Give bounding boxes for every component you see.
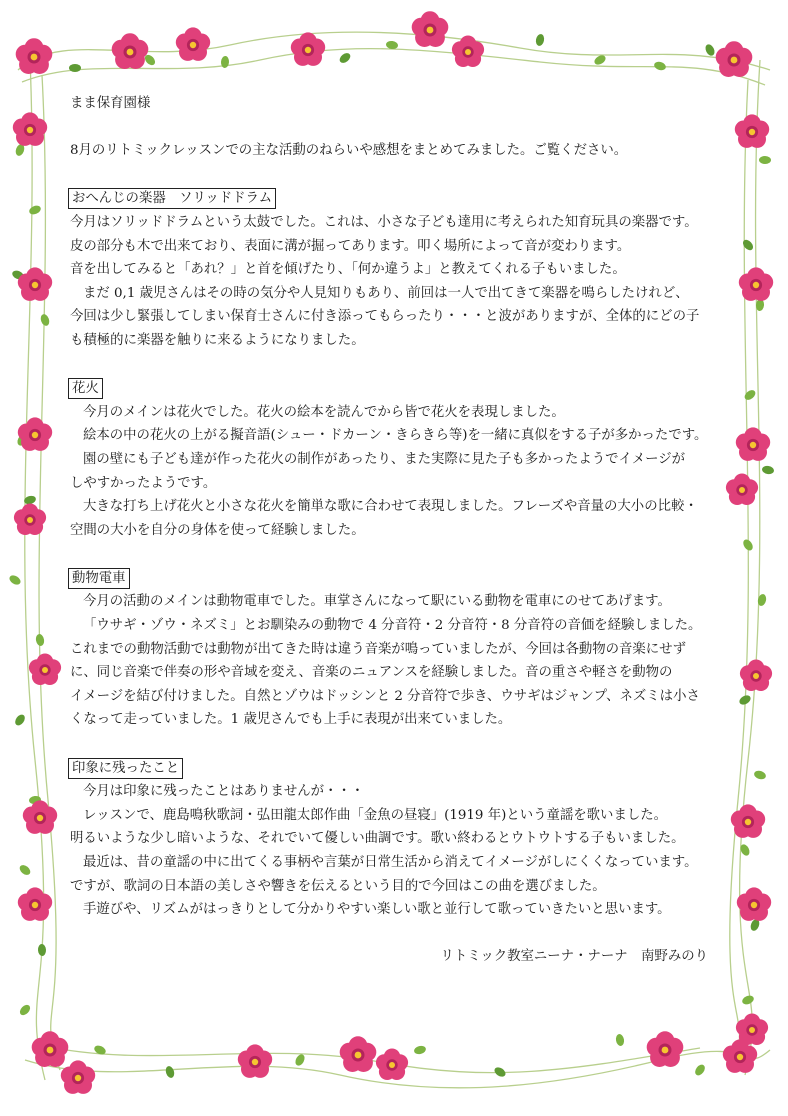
flower <box>18 887 52 920</box>
section-fireworks <box>70 376 720 542</box>
leaf <box>741 994 755 1006</box>
flower <box>736 1014 768 1045</box>
flower <box>647 1031 684 1067</box>
section-impressions <box>70 756 720 922</box>
flower <box>735 114 769 148</box>
flower <box>18 417 52 451</box>
flower <box>16 38 53 74</box>
leaf <box>35 633 45 646</box>
paragraph-line: レッスンで、鹿島鳴秋歌詞・弘田龍太郎作曲「金魚の昼寝」(1919 年)という童謡を歌いました。 <box>83 807 668 823</box>
flower <box>238 1044 272 1078</box>
section-animal-train <box>70 566 720 732</box>
greeting: まま保育園様 <box>70 96 151 111</box>
leaf <box>18 1003 32 1017</box>
flower <box>176 27 210 61</box>
leaf <box>493 1065 507 1078</box>
leaf <box>39 313 50 327</box>
leaf <box>38 944 47 956</box>
section-heading: 動物電車 <box>68 568 130 589</box>
paragraph-line: これまでの動物活動では動物が出てきた時は違う音楽が鳴っていましたが、今回は各動物の音楽にせず <box>70 641 686 657</box>
leaf <box>294 1053 307 1067</box>
leaf <box>741 538 754 552</box>
flower <box>29 654 61 686</box>
leaf <box>18 863 32 877</box>
flower <box>723 1039 757 1073</box>
paragraph-line: 大きな打ち上げ花火と小さな花火を簡単な歌に合わせて表現しました。フレーズや音量の大小の比較・ <box>83 499 698 515</box>
flower <box>452 36 484 68</box>
flower <box>61 1060 95 1094</box>
section-heading: 印象に残ったこと <box>68 758 183 779</box>
flower <box>731 804 765 837</box>
leaf <box>338 51 352 65</box>
leaf <box>164 1065 175 1079</box>
leaf <box>759 156 771 164</box>
flower <box>726 474 758 506</box>
flower <box>740 660 772 692</box>
paragraph-line: 今月のメインは花火でした。花火の絵本を読んでから皆で花火を表現しました。 <box>83 404 565 420</box>
leaf <box>704 43 717 57</box>
paragraph-line: 音を出してみると「あれ？」と首を傾げたり、「何か違うよ」と教えてくれる子もいました。 <box>70 262 626 278</box>
paragraph-line: 皮の部分も木で出来ており、表面に溝が掘ってあります。叩く場所によって音が変わります。 <box>70 238 631 254</box>
signature: リトミック教室ニーナ・ナーナ 南野みのり <box>440 949 708 965</box>
paragraph-line: まだ 0,1 歳児さんはその時の気分や人見知りもあり、前回は一人で出てきて楽器を鳴らしたけれど、 <box>83 285 689 301</box>
flower <box>14 504 46 536</box>
flower <box>412 11 449 47</box>
paragraph-line: 空間の大小を自分の身体を使って経験しました。 <box>70 522 365 538</box>
letter-body <box>70 92 720 969</box>
paragraph-line: くなって走っていました。1 歳児さんでも上手に表現が出来ていました。 <box>70 712 512 728</box>
paragraph-line: も積極的に楽器を触りに来るようになりました。 <box>70 332 365 348</box>
paragraph-line: ですが、歌詞の日本語の美しさや響きを伝えるという目的で今回はこの曲を選びました。 <box>70 878 606 894</box>
flower <box>376 1049 408 1080</box>
leaf <box>8 573 22 586</box>
flower <box>112 33 149 69</box>
section-heading: 花火 <box>68 378 103 399</box>
leaf <box>13 713 27 727</box>
paragraph-line: 「ウサギ・ゾウ・ネズミ」とお馴染みの動物で 4 分音符・2 分音符・8 分音符の音価を経験しました。 <box>83 618 702 634</box>
flower <box>736 427 770 461</box>
paragraph-line: 明るいような少し暗いような、それでいて優しい曲調です。歌い終わるとウトウトする子もいました。 <box>70 831 685 847</box>
leaf <box>693 1063 707 1077</box>
flower <box>716 41 753 77</box>
paragraph-line: に、同じ音楽で伴奏の形や音域を変え、音楽のニュアンスを経験しました。音の重さや軽さを動物の <box>70 665 673 681</box>
paragraph-line: 今月の活動のメインは動物電車でした。車掌さんになって駅にいる動物を電車にのせてあげます。 <box>83 594 671 610</box>
leaf <box>615 1033 625 1046</box>
leaf <box>69 64 81 72</box>
leaf <box>741 238 755 252</box>
leaf <box>413 1045 427 1056</box>
flower <box>340 1036 377 1072</box>
paragraph-line: 園の壁にも子ども達が作った花火の制作があったり、また実際に見た子も多かったようでイメージが <box>83 451 686 467</box>
paragraph-line: 今月は印象に残ったことはありませんが・・・ <box>83 784 365 800</box>
paragraph-line: イメージを結び付けました。自然とゾウはドッシンと 2 分音符で歩き、ウサギはジャンプ、ネズミは小さ <box>70 688 700 704</box>
paragraph-line: 最近は、昔の童謡の中に出てくる事柄や言葉が日常生活から消えてイメージがしにくくなっています。 <box>83 855 698 870</box>
paragraph-line: 手遊びや、リズムがはっきりとして分かりやすい楽しい歌と並行して歌っていきたいと思います。 <box>83 902 671 918</box>
flower <box>23 800 57 833</box>
vine-line <box>39 75 60 1070</box>
paragraph-line: しやすかったようです。 <box>70 475 217 491</box>
leaf <box>28 204 42 216</box>
section-solid-drum <box>70 186 720 352</box>
paragraph-line: 今月はソリッドドラムという太鼓でした。これは、小さな子ども達用に考えられた知育玩具の楽器です。 <box>70 214 698 230</box>
flower <box>18 267 52 301</box>
flower <box>13 112 47 146</box>
leaf <box>743 388 757 402</box>
leaf <box>753 769 767 780</box>
leaf <box>761 465 774 475</box>
flower <box>737 887 771 920</box>
section-heading: おへんじの楽器 ソリッドドラム <box>68 188 276 209</box>
paragraph-line: 今回は少し緊張してしまい保育士さんに付き添ってもらったり・・・と波がありますが、全体的にどの子 <box>70 309 700 325</box>
paragraph-line: 絵本の中の花火の上がる擬音語(シュー・ドカーン・きらきら等)を一緒に真似をする子が多かったです。 <box>83 428 708 444</box>
flower <box>291 32 325 66</box>
leaf <box>653 61 667 72</box>
leaf <box>535 33 545 46</box>
intro-text: 8月のリトミックレッスンでの主な活動のねらいや感想をまとめてみました。ご覧ください。 <box>70 143 628 159</box>
